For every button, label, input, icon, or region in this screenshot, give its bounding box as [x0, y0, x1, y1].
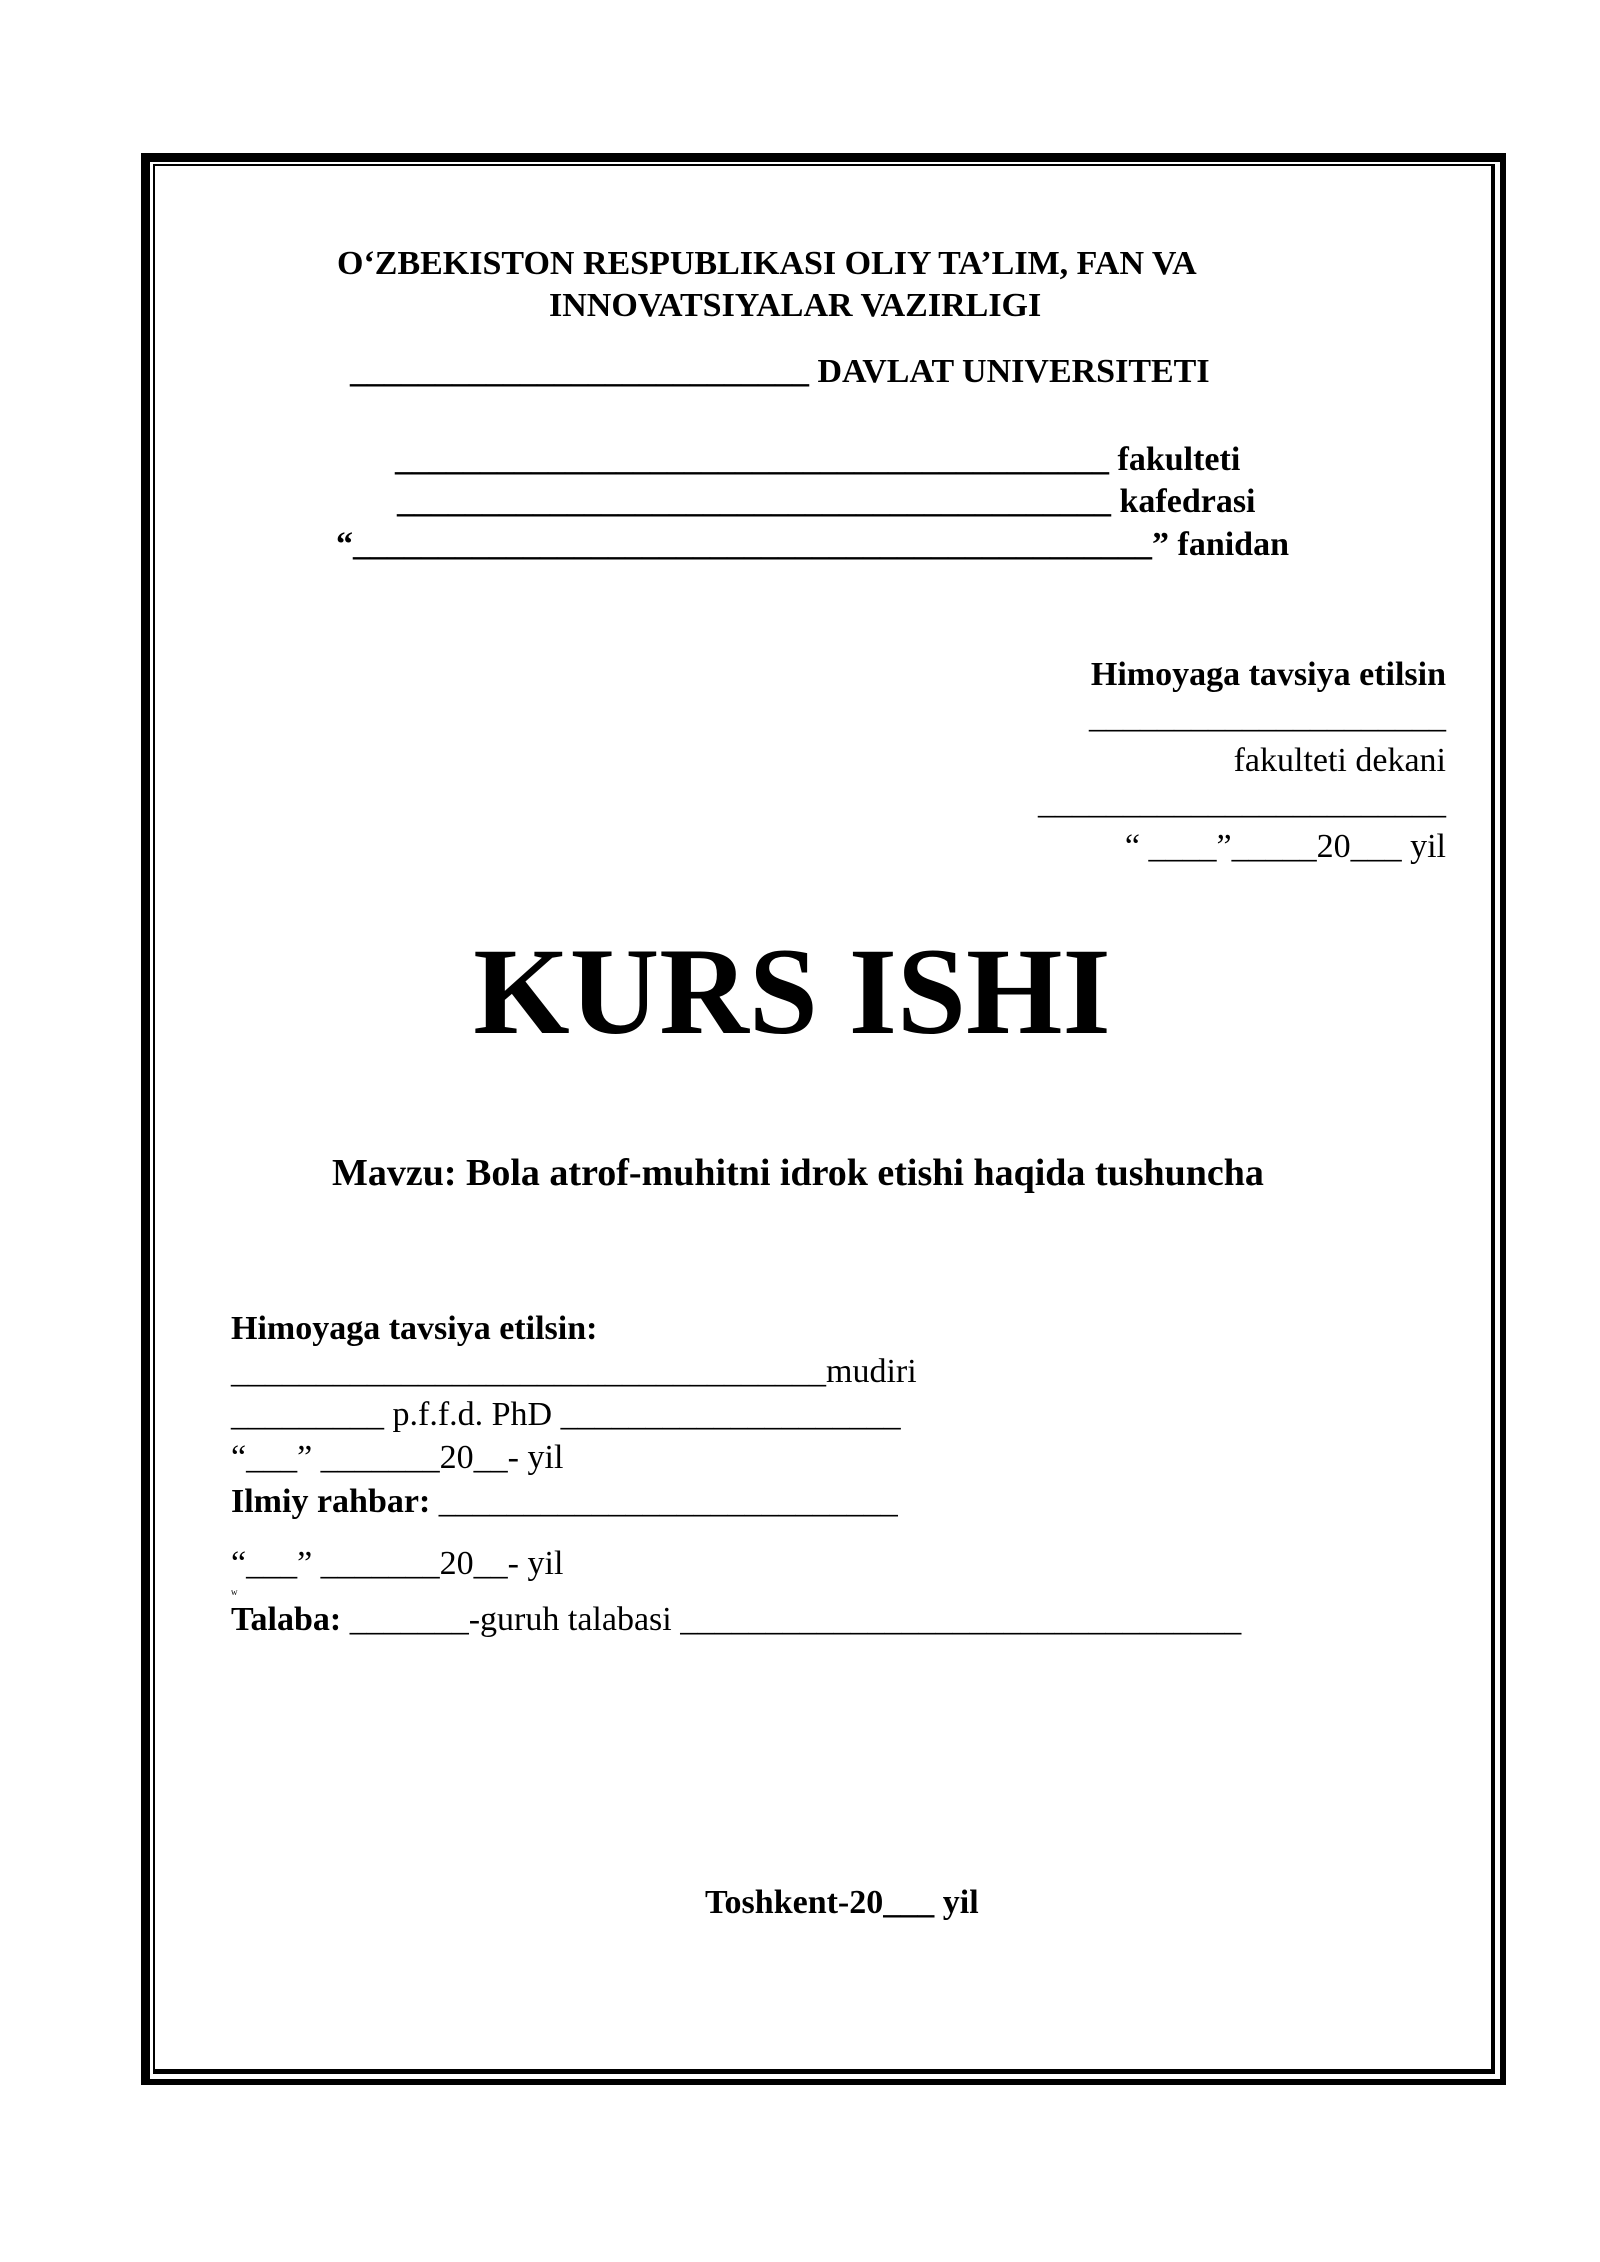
- dean-name-line: ________________________: [1038, 784, 1446, 821]
- university-line: ___________________________ DAVLAT UNIVERSITETI: [350, 353, 1210, 390]
- supervisor-line: ___________________________: [430, 1483, 898, 1520]
- approval-top-title: Himoyaga tavsiya etilsin: [1090, 656, 1446, 693]
- dean-label: fakulteti dekani: [1233, 742, 1446, 779]
- approval-top-date: “ ____”_____20___ yil: [1124, 828, 1446, 865]
- student-row: [231, 1603, 1241, 1637]
- department-head-line: ___________________________________mudiri: [231, 1353, 917, 1390]
- faculty-line: __________________________________________ fakulteti: [395, 441, 1241, 478]
- approval-bottom-title: Himoyaga tavsiya etilsin:: [231, 1310, 598, 1347]
- ministry-line-1: O‘ZBEKISTON RESPUBLIKASI OLIY TA’LIM, FAN VA: [337, 245, 1197, 282]
- degree-line: _________ p.f.f.d. PhD ____________________: [231, 1396, 901, 1433]
- supervisor-label: Ilmiy rahbar:: [231, 1483, 431, 1520]
- approval-bottom-date-1: “___” _______20__- yil: [231, 1439, 564, 1476]
- supervisor-row: [231, 1485, 898, 1519]
- department-line: __________________________________________ kafedrasi: [397, 483, 1256, 520]
- topic-line: Mavzu: Bola atrof-muhitni idrok etishi haqida tushuncha: [332, 1152, 1264, 1194]
- student-line: _______-guruh talabasi _________________________________: [341, 1601, 1242, 1638]
- approval-top-signature-line: _____________________: [1089, 698, 1446, 735]
- city-year: Toshkent-20___ yil: [705, 1884, 979, 1921]
- document-title: KURS ISHI: [473, 923, 1111, 1060]
- student-label: Talaba:: [231, 1601, 342, 1638]
- subject-line: “_______________________________________________” fanidan: [336, 526, 1289, 563]
- tiny-mark: w: [231, 1587, 238, 1597]
- ministry-line-2: INNOVATSIYALAR VAZIRLIGI: [549, 287, 1042, 324]
- approval-bottom-date-2: “___” _______20__- yil: [231, 1545, 564, 1582]
